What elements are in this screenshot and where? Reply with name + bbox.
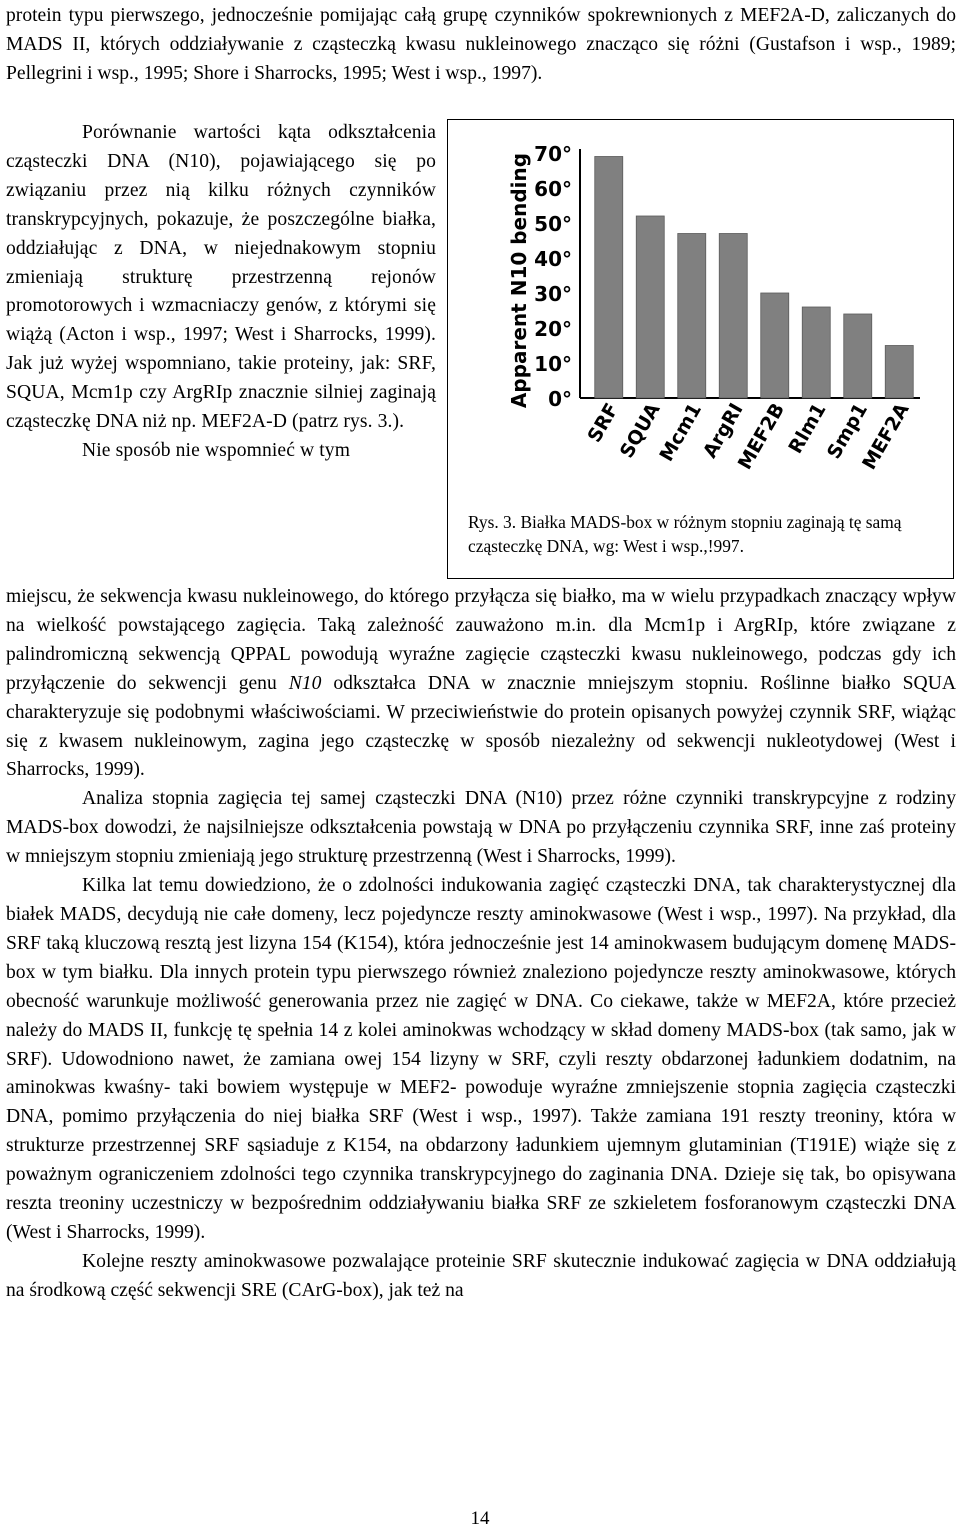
continued-text: miejscu, że sekwencja kwasu nukleinowego, do którego przyłącza się białko, ma w wielu przypadkach znaczący wpływ na wielkość powstającego zagięcia. Taką zależność zauważono m.in. dla Mcm1p i ArgRIp, które związane z palindromiczną sekwencją QPPAL powodują wyraźne zagięcie cząsteczki kwasu nukleinowego, podczas gdy ich przyłączenie do sekwencji genu <box>6 586 956 694</box>
continued-text-end: odkształca DNA w znacznie mniejszym stopniu. Roślinne białko SQUA charakteryzuje się podobnymi właściwościami. W przeciwieństwie do protein opisanych powyżej czynnik SRF, wiążąc się z kwasem nukleinowym, zagina jego cząsteczkę w sposób niezależny od sekwencji nukleotydowej (West i Sharrocks, 1999). <box>6 672 957 781</box>
y-tick-label: 40° <box>534 247 572 271</box>
y-tick-label: 60° <box>534 177 572 201</box>
comparison-paragraph: Porównanie wartości kąta odkształcenia cząsteczki DNA (N10), pojawiającego się po związaniu przez nią kilku różnych czynników transkrypcyjnych, pokazuje, że poszczególne białka, oddziałując z DNA, w niejednakowym stopniu zmieniają strukturę przestrzenną rejonów promotorowych i wzmacniaczy genów, z którymi się wiążą (Acton i wsp., 1997; West i Sharrocks, 1999). Jak już wyżej wspomniano, takie proteiny, jak: SRF, SQUA, Mcm1p czy ArgRIp znacznie silniej zaginają cząsteczkę DNA niż np. MEF2A-D (patrz rys. 3.). <box>6 122 436 433</box>
analysis-paragraph: Analiza stopnia zagięcia tej samej cząsteczki DNA (N10) przez różne czynniki transkrypcyjne z rodziny MADS-box dowodzi, że najsilniejsze odkształcenia powstają w DNA po przyłączeniu czynnika SRF, inne zaś proteiny w mniejszym stopniu zmieniają jego strukturę przestrzenną (West i Sharrocks, 1999). <box>6 788 956 868</box>
x-tick-label: SRF <box>583 399 624 447</box>
figure-caption: Rys. 3. Białka MADS-box w różnym stopniu zaginają tę samą cząsteczkę DNA, wg: West i wsp.,!997. <box>468 512 902 556</box>
x-tick-label: Mcm1 <box>655 399 707 466</box>
figure-3 <box>447 119 954 579</box>
x-tick-label: MEF2A <box>858 399 914 474</box>
bar-squa <box>636 216 664 398</box>
continued-paragraph <box>6 583 956 785</box>
bar-mcm1 <box>678 234 706 399</box>
x-tick-label: Rlm1 <box>784 399 831 458</box>
bending-bar-chart <box>448 120 952 505</box>
y-tick-label: 20° <box>534 317 572 341</box>
x-tick-label: Smp1 <box>822 399 873 463</box>
residues-paragraph: Kilka lat temu dowiedziono, że o zdolności indukowania zagięć cząsteczki DNA, tak charakterystycznej dla białek MADS, decydują nie całe domeny, lecz pojedyncze reszty aminokwasowe (West i wsp., 1997). Na przykład, dla SRF taką kluczową resztą jest lizyna 154 (K154), która jednocześnie jest 14 aminokwasem budującym domenę MADS-box w tym białku. Dla innych protein typu pierwszego również znaleziono pojedyncze reszty aminokwasowe, których obecność warunkuje możliwość generowania przez nie zagięć w DNA. Co ciekawe, także w MEF2A, które przecież należy do MADS II, funkcję tę spełnia 14 z kolei aminokwas wchodzący w skład domeny MADS-box (tak samo, jak w SRF). Udowodniono nawet, że zamiana owej 154 lizyny w SRF, czyli reszty obdarzonej ładunkiem dodatnim, na aminokwas kwaśny- taki bowiem występuje w MEF2- powoduje wyraźne zmniejszenie stopnia zagięcia cząsteczki DNA, pomimo przyłączenia do niej białka SRF (West i wsp., 1997). Także zamiana 191 reszty treoniny, która w strukturze przestrzennej SRF sąsiaduje z K154, na obdarzony ładunkiem ujemnym glutaminian (T191E) wiąże się z poważnym ograniczeniem zdolności tego czynnika transkrypcyjnego do zaginania DNA. Dzieje się tak, bo opisywana reszta treoniny uczestniczy w bezpośrednim oddziaływaniu białka SRF ze szkieletem fosforanowym cząsteczki DNA (West i Sharrocks, 1999). <box>6 875 956 1243</box>
final-paragraph: Kolejne reszty aminokwasowe pozwalające proteinie SRF skutecznie indukować zagięcia w DNA oddziałują na środkową część sekwencji SRE (CArG-box), jak też na <box>6 1250 956 1301</box>
bar-smp1 <box>844 314 872 398</box>
y-tick-label: 30° <box>534 282 572 306</box>
bar-mef2b <box>761 293 789 398</box>
gene-name-italic: N10 <box>288 672 322 694</box>
body-text <box>6 583 956 1306</box>
paragraph-start: Nie sposób nie wspomnieć w tym <box>82 439 351 461</box>
x-tick-label: ArgRI <box>698 399 748 462</box>
bar-srf <box>595 157 623 399</box>
y-tick-label: 70° <box>534 142 572 166</box>
bar-mef2a <box>885 346 913 399</box>
top-paragraph: protein typu pierwszego, jednocześnie pomijając całą grupę czynników spokrewnionych z MEF2A-D, zaliczanych do MADS II, których oddziaływanie z cząsteczką kwasu nukleinowego znacząco się różni (Gustafson i wsp., 1989; Pellegrini i wsp., 1995; Shore i Sharrocks, 1995; West i wsp., 1997). <box>6 5 956 84</box>
left-column-text <box>6 119 436 466</box>
x-tick-label: SQUA <box>615 399 665 462</box>
bar-argri <box>719 234 747 399</box>
y-tick-label: 50° <box>534 212 572 236</box>
bar-rlm1 <box>802 307 830 398</box>
y-axis-label: Apparent N10 bending <box>507 152 531 409</box>
y-tick-label: 10° <box>534 352 572 376</box>
y-tick-label: 0° <box>548 387 572 411</box>
page-number: 14 <box>470 1508 490 1529</box>
x-tick-label: MEF2B <box>733 399 790 474</box>
